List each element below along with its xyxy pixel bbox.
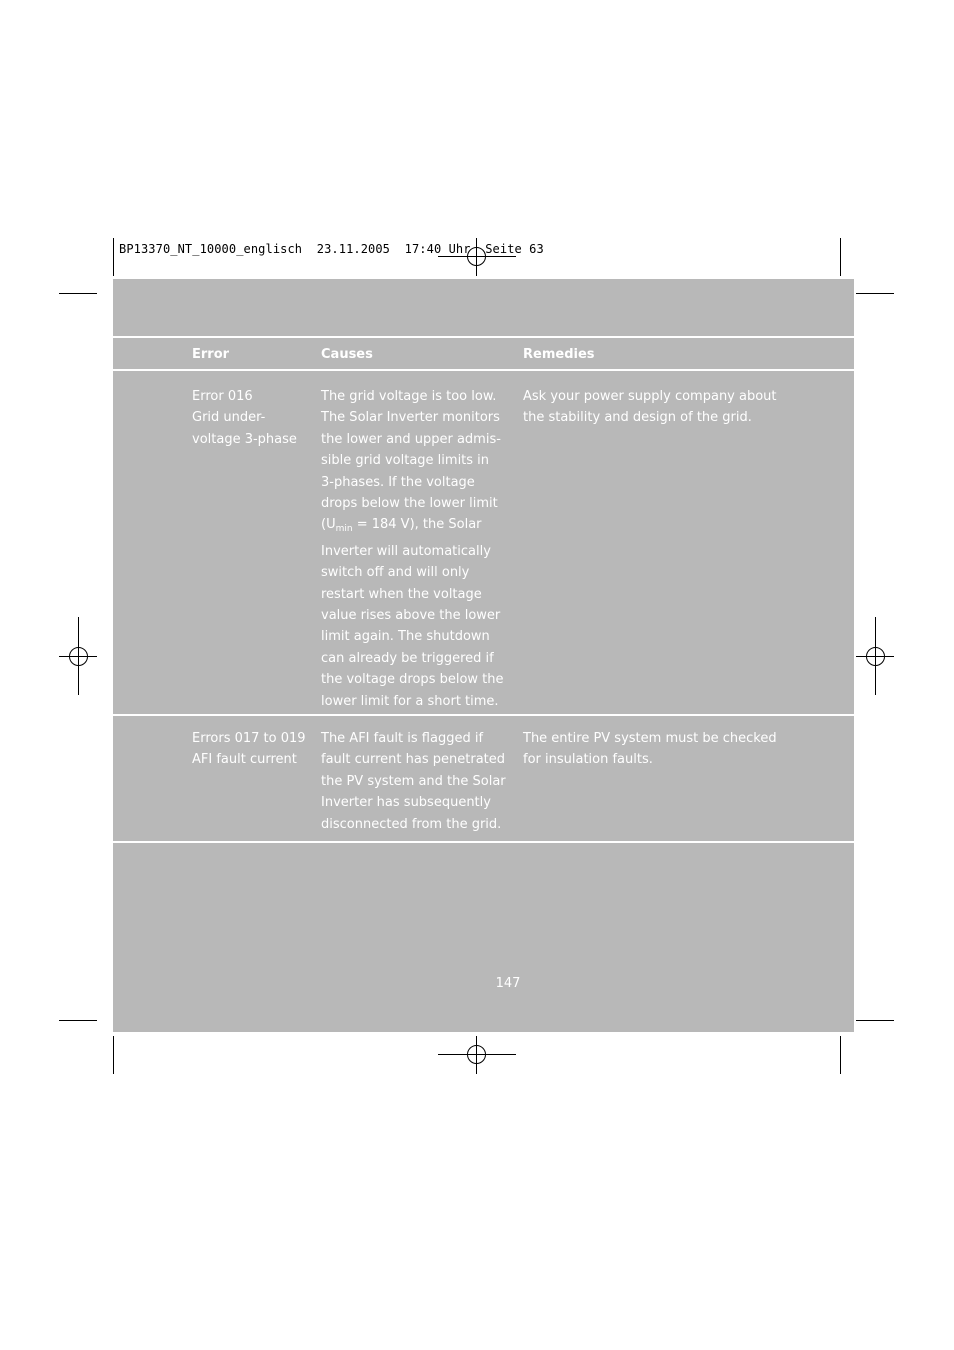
text-line: AFI fault current <box>192 752 297 768</box>
text-line: can already be triggered if <box>321 650 494 666</box>
text-line: for insulation faults. <box>523 752 653 768</box>
text-line: sible grid voltage limits in <box>321 453 490 469</box>
text-line: Errors 017 to 019 <box>192 731 306 746</box>
crop-mark <box>113 238 114 276</box>
text-line: the voltage drops below the <box>321 672 504 688</box>
row1-error <box>192 386 297 450</box>
umin-suffix: = 184 V), the Solar <box>352 517 482 533</box>
text-line: value rises above the lower <box>321 608 501 624</box>
header-error: Error <box>192 347 230 362</box>
divider <box>113 841 854 843</box>
crop-mark <box>59 293 97 294</box>
crop-mark <box>840 238 841 276</box>
text-line: Grid under- <box>192 410 266 426</box>
text-line: the PV system and the Solar <box>321 773 506 789</box>
text-line: Error 016 <box>192 389 253 404</box>
row1-causes <box>321 386 504 712</box>
row2-causes <box>321 728 506 835</box>
row2-error <box>192 728 306 771</box>
text-line: fault current has penetrated <box>321 752 506 768</box>
divider <box>113 714 854 716</box>
row1-remedies <box>523 386 777 429</box>
umin-prefix: (U <box>321 517 336 533</box>
text-line: lower limit for a short time. <box>321 693 499 709</box>
text-line: Inverter has subsequently <box>321 795 491 811</box>
text-line: The Solar Inverter monitors <box>321 410 500 426</box>
text-line: switch off and will only <box>321 565 470 581</box>
text-line: limit again. The shutdown <box>321 629 490 645</box>
text-line: Inverter will automatically <box>321 543 491 559</box>
header-remedies: Remedies <box>523 347 595 362</box>
crop-mark <box>856 293 894 294</box>
divider <box>113 336 854 338</box>
page-number: 147 <box>495 976 521 991</box>
text-line: The entire PV system must be checked <box>523 731 777 746</box>
divider <box>113 369 854 371</box>
text-line: drops below the lower limit <box>321 496 498 512</box>
text-line: the lower and upper admis- <box>321 431 501 447</box>
text-line: The AFI fault is flagged if <box>321 731 484 746</box>
text-line: 3-phases. If the voltage <box>321 474 475 490</box>
row2-remedies <box>523 728 777 771</box>
text-line: The grid voltage is too low. <box>321 389 497 404</box>
crop-mark <box>113 1036 114 1074</box>
text-line: disconnected from the grid. <box>321 816 502 832</box>
text-line: voltage 3-phase <box>192 431 297 447</box>
umin-subscript: min <box>335 524 353 535</box>
print-slug: BP13370_NT_10000_englisch 23.11.2005 17:40 Uhr Seite 63 <box>119 242 544 256</box>
text-line: restart when the voltage <box>321 586 482 602</box>
crop-mark <box>59 1020 97 1021</box>
text-line: the stability and design of the grid. <box>523 410 752 426</box>
text-line-umin <box>321 514 504 540</box>
text-line: Ask your power supply company about <box>523 389 777 404</box>
crop-mark <box>856 1020 894 1021</box>
page-panel <box>113 279 854 1032</box>
header-causes: Causes <box>321 347 373 362</box>
crop-mark <box>840 1036 841 1074</box>
